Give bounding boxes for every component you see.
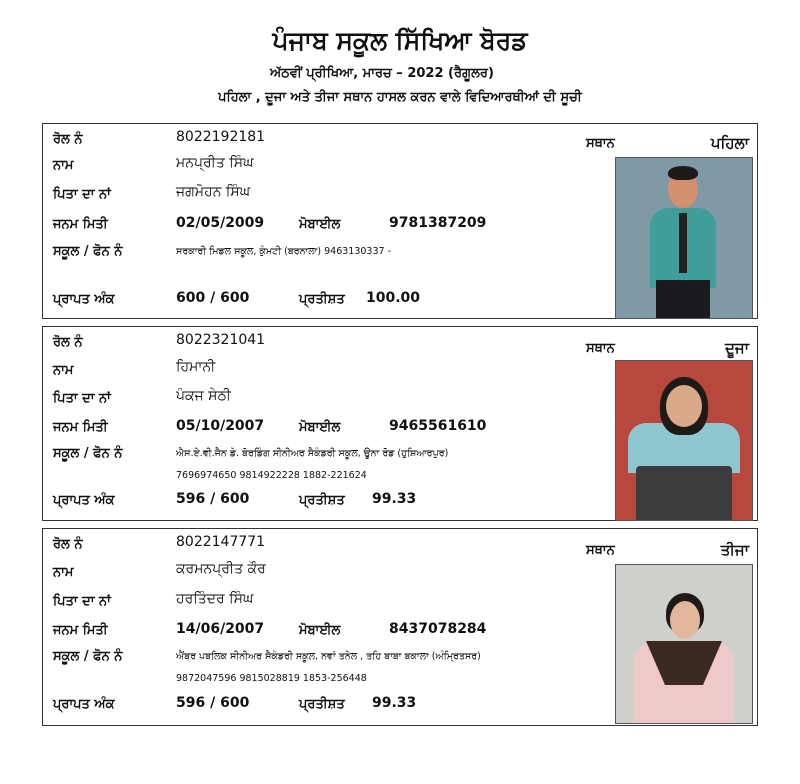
marks-value: 600 / 600 xyxy=(176,290,250,306)
list-title: ਪਹਿਲਾ , ਦੂਜਾ ਅਤੇ ਤੀਜਾ ਸਥਾਨ ਹਾਸਲ ਕਰਨ ਵਾਲੇ ਵਿਦਿਆਰਥੀਆਂ ਦੀ ਸੂਚੀ xyxy=(218,90,582,105)
student-card-3 xyxy=(42,528,758,726)
position-label: ਸਥਾਨ xyxy=(586,136,615,151)
name-label: ਨਾਮ xyxy=(53,158,74,173)
school-phones: 7696974650 9814922228 1882-221624 xyxy=(176,470,367,481)
student-photo xyxy=(615,360,753,521)
mobile-value: 9781387209 xyxy=(389,215,487,231)
percent-value: 99.33 xyxy=(372,491,417,507)
dob-label: ਜਨਮ ਮਿਤੀ xyxy=(53,623,108,638)
roll-value: 8022192181 xyxy=(176,129,266,145)
roll-label: ਰੋਲ ਨੰ xyxy=(53,132,83,147)
name-label: ਨਾਮ xyxy=(53,363,74,378)
position-value: ਦੂਜਾ xyxy=(724,339,749,357)
dob-label: ਜਨਮ ਮਿਤੀ xyxy=(53,420,108,435)
dob-value: 14/06/2007 xyxy=(176,621,265,637)
exam-subtitle: ਅੱਠਵੀਂ ਪ੍ਰੀਖਿਆ, ਮਾਰਚ – 2022 (ਰੈਗੂਲਰ) xyxy=(270,66,494,81)
marks-value: 596 / 600 xyxy=(176,695,250,711)
father-value: ਜਗਮੋਹਨ ਸਿੰਘ xyxy=(176,184,251,200)
school-label: ਸਕੂਲ / ਫੋਨ ਨੰ xyxy=(53,649,123,664)
father-value: ਪੰਕਜ ਸੇਠੀ xyxy=(176,388,231,404)
school-value: ਸਰਕਾਰੀ ਮਿਡਲ ਸਕੂਲ, ਕੁੰਮਟੀ (ਬਰਨਾਲਾ) 9463130337 - xyxy=(176,246,392,257)
school-value: ਐਸ.ਏ.ਵੀ.ਜੈਨ ਡੇ. ਬੋਰਡਿੰਗ ਸੀਨੀਅਰ ਸੈਕੰਡਰੀ ਸਕੂਲ, ਊਨਾ ਰੋਡ (ਹੁਸ਼ਿਆਰਪੁਰ) xyxy=(176,448,449,459)
school-value: ਐਂਬਰ ਪਬਲਿਕ ਸੀਨੀਅਰ ਸੈਕੰਡਰੀ ਸਕੂਲ, ਨਵਾਂ ਤਨੇਲ , ਤਹਿ ਬਾਬਾ ਬਕਾਲਾ (ਅੰਮ੍ਰਿਤਸਰ) xyxy=(176,651,481,662)
percent-label: ਪ੍ਰਤੀਸ਼ਤ xyxy=(299,493,345,508)
marks-label: ਪ੍ਰਾਪਤ ਅੰਕ xyxy=(53,292,115,307)
dob-label: ਜਨਮ ਮਿਤੀ xyxy=(53,217,108,232)
father-label: ਪਿਤਾ ਦਾ ਨਾਂ xyxy=(53,594,111,609)
mobile-value: 9465561610 xyxy=(389,418,487,434)
student-photo xyxy=(615,564,753,724)
marks-value: 596 / 600 xyxy=(176,491,250,507)
student-photo xyxy=(615,157,753,319)
student-card-2 xyxy=(42,326,758,521)
dob-value: 05/10/2007 xyxy=(176,418,265,434)
school-label: ਸਕੂਲ / ਫੋਨ ਨੰ xyxy=(53,244,123,259)
school-phones: 9872047596 9815028819 1853-256448 xyxy=(176,673,367,684)
father-value: ਹਰਤਿੰਦਰ ਸਿੰਘ xyxy=(176,591,254,607)
mobile-label: ਮੋਬਾਈਲ xyxy=(299,217,341,232)
mobile-label: ਮੋਬਾਈਲ xyxy=(299,623,341,638)
roll-value: 8022147771 xyxy=(176,534,266,550)
board-title: ਪੰਜਾਬ ਸਕੂਲ ਸਿੱਖਿਆ ਬੋਰਡ xyxy=(272,26,528,55)
name-label: ਨਾਮ xyxy=(53,565,74,580)
roll-label: ਰੋਲ ਨੰ xyxy=(53,537,83,552)
percent-label: ਪ੍ਰਤੀਸ਼ਤ xyxy=(299,697,345,712)
percent-value: 99.33 xyxy=(372,695,417,711)
percent-label: ਪ੍ਰਤੀਸ਼ਤ xyxy=(299,292,345,307)
roll-label: ਰੋਲ ਨੰ xyxy=(53,335,83,350)
school-label: ਸਕੂਲ / ਫੋਨ ਨੰ xyxy=(53,446,123,461)
marks-label: ਪ੍ਰਾਪਤ ਅੰਕ xyxy=(53,697,115,712)
percent-value: 100.00 xyxy=(366,290,421,306)
position-label: ਸਥਾਨ xyxy=(586,341,615,356)
mobile-label: ਮੋਬਾਈਲ xyxy=(299,420,341,435)
mobile-value: 8437078284 xyxy=(389,621,487,637)
name-value: ਕਰਮਨਪ੍ਰੀਤ ਕੌਰ xyxy=(176,561,266,577)
name-value: ਮਨਪ੍ਰੀਤ ਸਿੰਘ xyxy=(176,155,254,171)
position-value: ਪਹਿਲਾ xyxy=(710,134,749,152)
student-card-1 xyxy=(42,123,758,319)
name-value: ਹਿਮਾਨੀ xyxy=(176,359,216,375)
dob-value: 02/05/2009 xyxy=(176,215,265,231)
position-value: ਤੀਜਾ xyxy=(720,541,749,559)
marks-label: ਪ੍ਰਾਪਤ ਅੰਕ xyxy=(53,493,115,508)
position-label: ਸਥਾਨ xyxy=(586,543,615,558)
father-label: ਪਿਤਾ ਦਾ ਨਾਂ xyxy=(53,391,111,406)
roll-value: 8022321041 xyxy=(176,332,266,348)
father-label: ਪਿਤਾ ਦਾ ਨਾਂ xyxy=(53,187,111,202)
